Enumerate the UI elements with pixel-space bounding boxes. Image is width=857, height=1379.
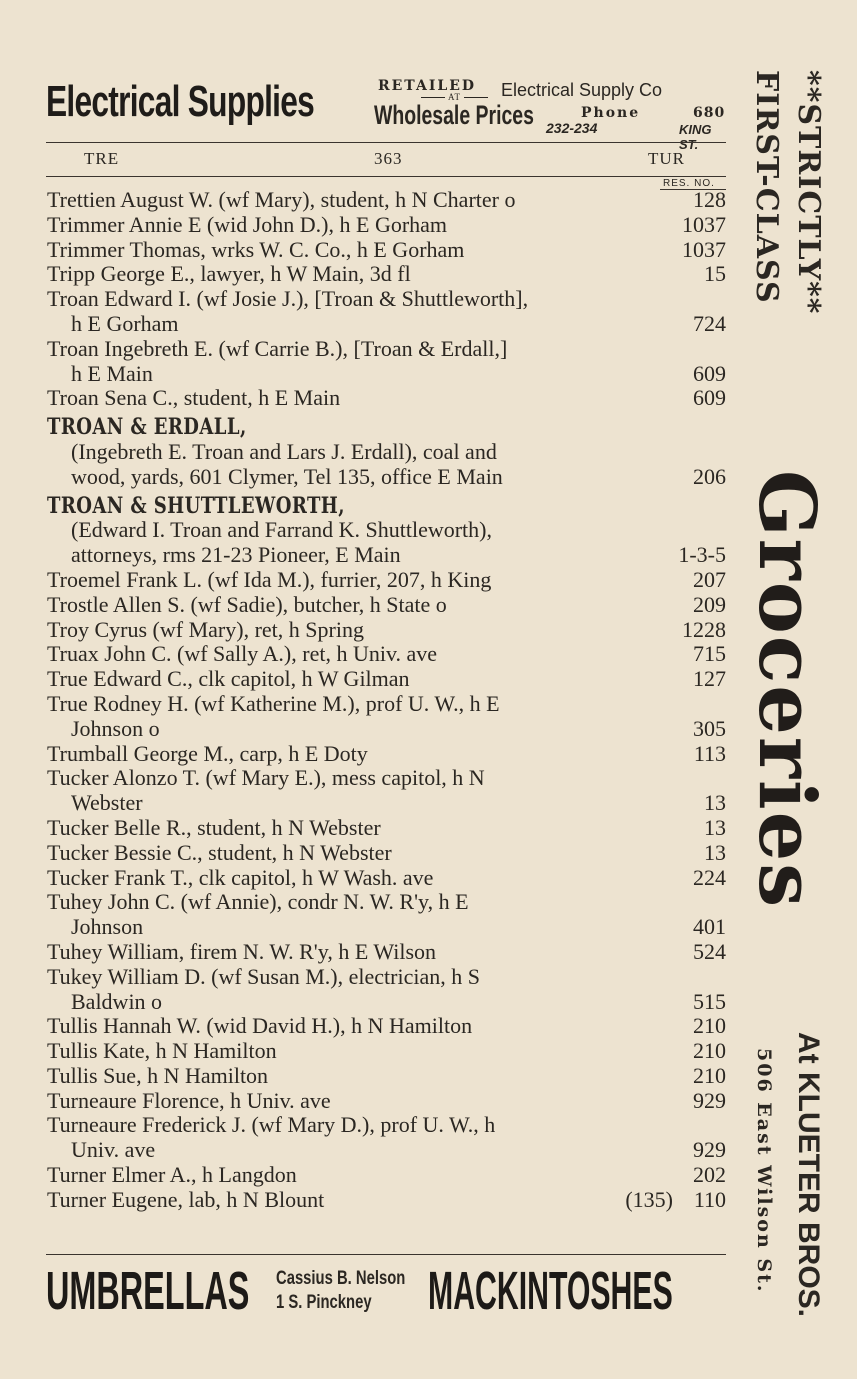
entry-text: Turneaure Florence, h Univ. ave [47,1087,331,1113]
listing-entry [47,568,726,593]
header-rule [46,176,726,177]
entry-res-number: 209 [693,591,726,617]
entry-text: Tuhey William, firem N. W. R'y, h E Wilson [47,938,437,964]
entry-text: Tullis Sue, h N Hamilton [47,1062,269,1088]
entry-text: Trimmer Thomas, wrks W. C. Co., h E Gorham [47,236,465,262]
listing-entry [47,1089,726,1114]
entry-res-number: 609 [693,385,726,411]
listing-entry [47,667,726,692]
listing-continuation [47,362,726,387]
entry-text: Trostle Allen S. (wf Sadie), butcher, h State o [47,591,447,617]
ad-street-number: 232-234 [546,120,598,136]
listing-entry [47,866,726,891]
entry-text: Webster [71,790,143,816]
res-no-label: RES. NO. [663,178,715,189]
entry-res-number: 524 [693,938,726,964]
entry-res-number: 609 [693,360,726,386]
entry-text: Baldwin o [71,988,163,1014]
running-header-right: TUR [648,149,685,168]
listing-entry [47,337,726,362]
ad-retailed: RETAILED [378,78,477,94]
entry-text: Tukey William D. (wf Susan M.), electrician, h S [47,963,480,989]
entry-res-number: 202 [693,1162,726,1188]
bottom-advertisement [46,1260,726,1322]
ad-klueter-address: 506 East Wilson St. [753,1048,775,1294]
entry-text: Troan Edward I. (wf Josie J.), [Troan & Shuttleworth], [47,286,529,312]
entry-text: wood, yards, 601 Clymer, Tel 135, office E Main [71,463,503,489]
entry-text: Tuhey John C. (wf Annie), condr N. W. R'y, h E [47,889,469,915]
listing-continuation [47,717,726,742]
listing-continuation [47,312,726,337]
listing-continuation [47,543,726,568]
entry-res-number: 724 [693,310,726,336]
listing-entry [47,1014,726,1039]
ad-mackintoshes: MACKINTOSHES [428,1261,673,1321]
entry-res-number: 13 [704,790,726,816]
entry-text: Turneaure Frederick J. (wf Mary D.), prof U. W., h [47,1112,496,1138]
entry-text: Troan Ingebreth E. (wf Carrie B.), [Troan & Erdall,] [47,335,508,361]
entry-text: Univ. ave [71,1137,156,1163]
top-advertisement [46,72,731,152]
ad-merchant-address: 1 S. Pinckney [276,1292,372,1313]
listing-entry [47,593,726,618]
entry-text: Johnson [71,914,144,940]
entry-text: Troemel Frank L. (wf Ida M.), furrier, 207, h King [47,566,492,592]
entry-res-number: 128 [693,187,726,212]
ad-street-name: KING ST. [679,122,712,152]
entry-text: Tullis Hannah W. (wid David H.), h N Hamilton [47,1013,473,1039]
listing-entry [47,766,726,791]
listing-entry [47,1188,726,1213]
ad-electrical-supplies: Electrical Supplies [46,77,315,126]
firm-heading [47,494,726,519]
page-number: 363 [374,149,403,168]
listing-entry [47,262,726,287]
listing-continuation [47,990,726,1015]
running-header-left: TRE [84,149,120,168]
ad-wholesale-prices: Wholesale Prices [374,100,534,130]
listing-entry [47,618,726,643]
listing-continuation [47,465,726,490]
entry-text: Johnson o [71,715,160,741]
listing-continuation [47,518,726,543]
listing-entry [47,238,726,263]
listing-continuation [47,1138,726,1163]
listing-entry [47,188,726,213]
listing-entry [47,1064,726,1089]
ad-strictly: **STRICTLY** [791,70,826,315]
entry-text: TROAN & ERDALL, [47,414,247,441]
ad-at: AT [418,92,491,102]
ad-company-name: Electrical Supply Co [501,80,663,100]
entry-text: Tripp George E., lawyer, h W Main, 3d fl [47,261,411,287]
listing-entry [47,1039,726,1064]
entry-text: (Ingebreth E. Troan and Lars J. Erdall), coal and [71,438,497,464]
listing-entry [47,841,726,866]
listing-entry [47,287,726,312]
listing-entry [47,1113,726,1138]
entry-text: TROAN & SHUTTLEWORTH, [47,492,345,519]
listing-continuation [47,440,726,465]
entry-res-number: 929 [693,1087,726,1113]
ad-merchant-name: Cassius B. Nelson [276,1268,406,1289]
entry-res-number: 515 [693,988,726,1014]
entry-text: Trumball George M., carp, h E Doty [47,740,368,766]
entry-res-number: 305 [693,715,726,741]
entry-text: attorneys, rms 21-23 Pioneer, E Main [71,542,401,568]
listing-entry [47,692,726,717]
entry-res-number: 715 [693,641,726,667]
entry-res-number: 1037 [682,211,726,237]
ad-groceries: Groceries [741,470,832,910]
listing-entry [47,213,726,238]
entry-res-number: 929 [693,1137,726,1163]
ad-phone-label: Phone [581,105,641,121]
listing-entry [47,816,726,841]
entry-text: Trettien August W. (wf Mary), student, h N Charter o [47,187,516,212]
entry-text: h E Gorham [71,310,179,336]
entry-res-number: 1-3-5 [678,542,726,568]
ad-umbrellas: UMBRELLAS [46,1261,250,1321]
listing-entry [47,742,726,767]
entry-text: Tucker Alonzo T. (wf Mary E.), mess capitol, h N [47,765,485,791]
entry-res-number: 210 [693,1038,726,1064]
entry-text: h E Main [71,360,153,386]
entry-res-number: 113 [693,740,726,766]
entry-res-number: 401 [693,914,726,940]
entry-text: Truax John C. (wf Sally A.), ret, h Univ. ave [47,641,438,667]
ad-company-block [501,76,731,152]
entry-res-number: 13 [704,814,726,840]
ad-phone-number: 680 [693,105,726,121]
entry-res-number: 110 [693,1186,726,1212]
entry-res-number: 127 [693,666,726,692]
entry-res-number: 224 [693,864,726,890]
entry-text: Trimmer Annie E (wid John D.), h E Gorham [47,211,448,237]
entry-alt-number: (135) [625,1186,673,1212]
entry-text: Turner Eugene, lab, h N Blount [47,1186,325,1212]
ad-first-class: FIRST-CLASS [749,70,784,304]
listing-entry [47,642,726,667]
entry-res-number: 210 [693,1062,726,1088]
side-advertisement [735,70,847,1330]
bottom-rule [46,1254,726,1255]
entry-res-number: 1037 [682,236,726,262]
entry-text: (Edward I. Troan and Farrand K. Shuttleworth), [71,517,492,543]
directory-listing [47,188,726,1213]
top-rule [46,142,726,143]
ad-klueter-bros: At KLUETER BROS. [792,1032,825,1317]
entry-text: Tucker Bessie C., student, h N Webster [47,839,392,865]
entry-text: True Edward C., clk capitol, h W Gilman [47,666,410,692]
entry-text: True Rodney H. (wf Katherine M.), prof U. W., h E [47,690,500,716]
entry-text: Troy Cyrus (wf Mary), ret, h Spring [47,616,364,642]
firm-heading [47,415,726,440]
entry-res-number: 1228 [682,616,726,642]
entry-res-number: 206 [693,463,726,489]
entry-res-number: 207 [693,566,726,592]
entry-res-number: 210 [693,1013,726,1039]
listing-entry [47,940,726,965]
entry-text: Turner Elmer A., h Langdon [47,1162,297,1188]
listing-entry [47,890,726,915]
entry-text: Troan Sena C., student, h E Main [47,385,341,411]
entry-text: Tullis Kate, h N Hamilton [47,1038,277,1064]
entry-text: Tucker Belle R., student, h N Webster [47,814,381,840]
entry-text: Tucker Frank T., clk capitol, h W Wash. ave [47,864,434,890]
listing-continuation [47,915,726,940]
listing-entry [47,965,726,990]
entry-res-number: 15 [704,261,726,287]
entry-res-number: 13 [704,839,726,865]
listing-entry [47,1163,726,1188]
listing-entry [47,386,726,411]
listing-continuation [47,791,726,816]
